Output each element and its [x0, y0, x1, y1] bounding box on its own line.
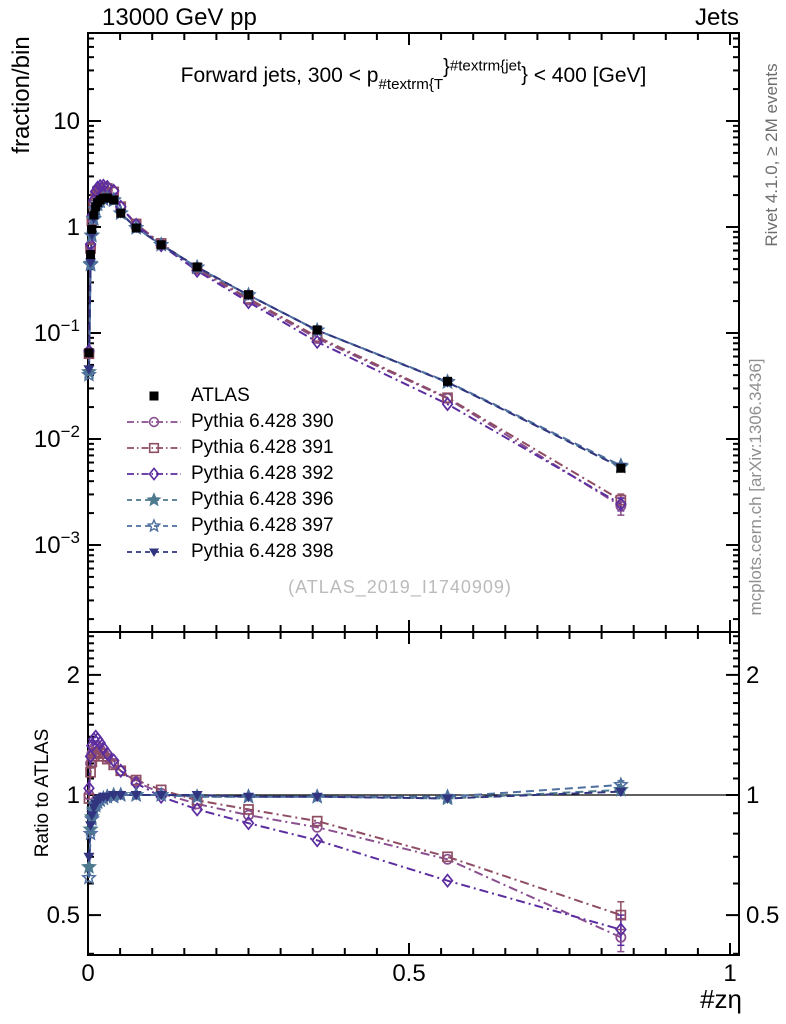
y-ratio-tick-label-right: 0.5	[746, 902, 780, 930]
marker-square-filled	[443, 377, 452, 386]
legend-label: Pythia 6.428 396	[191, 489, 334, 510]
x-axis-title: #zη	[700, 984, 742, 1014]
legend-item	[126, 435, 334, 461]
beam-energy-label: 13000 GeV pp	[102, 4, 257, 31]
marker-square-filled	[244, 290, 253, 299]
rivet-version-note: Rivet 4.1.0, ≥ 2M events	[762, 63, 781, 247]
legend-marker-icon	[126, 465, 182, 483]
marker-square-filled	[157, 240, 166, 249]
analysis-group-label: Jets	[694, 4, 739, 31]
legend-item	[126, 513, 334, 539]
marker-square-filled	[193, 262, 202, 271]
legend-item	[126, 461, 334, 487]
x-tick-label: 0	[81, 960, 95, 987]
ratio-panel-frame	[88, 632, 739, 955]
plot-title-brace1: }	[443, 56, 450, 78]
legend-label: Pythia 6.428 392	[191, 463, 334, 484]
series-line-ratio	[89, 737, 621, 930]
legend-label: ATLAS	[191, 385, 250, 406]
legend-marker	[148, 494, 159, 505]
y-ratio-tick-label-right: 1	[746, 782, 760, 809]
y-ratio-tick-label-left: 1	[66, 782, 80, 809]
marker-square-filled	[84, 348, 93, 357]
series-line-ratio	[89, 790, 621, 867]
series-line-ratio	[89, 752, 621, 915]
y-ratio-tick-label-left: 2	[66, 661, 80, 689]
legend-label: Pythia 6.428 391	[191, 437, 334, 458]
y-ratio-tick-label-right: 2	[746, 661, 760, 689]
y-top-tick-label: 1	[66, 214, 80, 241]
mcplots-reference-note: mcplots.cern.ch [arXiv:1306.3436]	[746, 358, 765, 616]
series-line-ratio	[89, 746, 621, 938]
marker-square-filled	[87, 225, 96, 234]
y-axis-title-top: fraction/bin	[8, 36, 35, 154]
legend-label: Pythia 6.428 390	[191, 411, 334, 432]
analysis-id-watermark: (ATLAS_2019_I1740909)	[288, 577, 512, 597]
plot-title-prefix: Forward jets, 300 < p	[180, 63, 379, 87]
y-top-tick-label: 10	[53, 108, 80, 135]
series-line-ratio	[89, 785, 621, 878]
marker-square-filled	[616, 464, 625, 473]
x-tick-label: 0.5	[392, 960, 426, 987]
legend-marker-icon	[126, 413, 182, 431]
y-ratio-tick-label-left: 0.5	[46, 902, 80, 930]
legend-marker-icon	[126, 387, 182, 405]
legend-marker-icon	[126, 517, 182, 535]
y-top-tick-label: $10^{-1}$	[33, 316, 80, 347]
x-tick-label: 1	[723, 960, 737, 987]
plot-title-brace2: }	[521, 63, 528, 86]
marker-square-filled	[89, 210, 98, 219]
legend-item	[126, 539, 334, 565]
legend-marker-icon	[126, 543, 182, 561]
plot-title-subscript: #textrm{T	[378, 75, 444, 93]
y-axis-title-ratio: Ratio to ATLAS	[32, 728, 53, 858]
legend	[126, 383, 334, 565]
marker-square-filled	[132, 223, 141, 232]
plot-title-superscript: #textrm{jet	[449, 57, 522, 75]
legend-label: Pythia 6.428 398	[191, 541, 334, 562]
marker-square-filled	[86, 250, 95, 259]
y-top-tick-label: $10^{-2}$	[33, 422, 80, 453]
legend-marker-icon	[126, 439, 182, 457]
marker-square-filled	[116, 209, 125, 218]
legend-item	[126, 487, 334, 513]
y-top-tick-label: $10^{-3}$	[33, 528, 80, 559]
legend-item	[126, 409, 334, 435]
legend-label: Pythia 6.428 397	[191, 515, 334, 536]
legend-marker-icon	[126, 491, 182, 509]
marker-square-filled	[313, 325, 322, 334]
marker-square-filled	[109, 195, 118, 204]
legend-item	[126, 383, 334, 409]
series-line-ratio	[89, 792, 621, 857]
legend-marker	[150, 392, 159, 401]
plot-title-suffix: < 400 [GeV]	[527, 63, 647, 87]
